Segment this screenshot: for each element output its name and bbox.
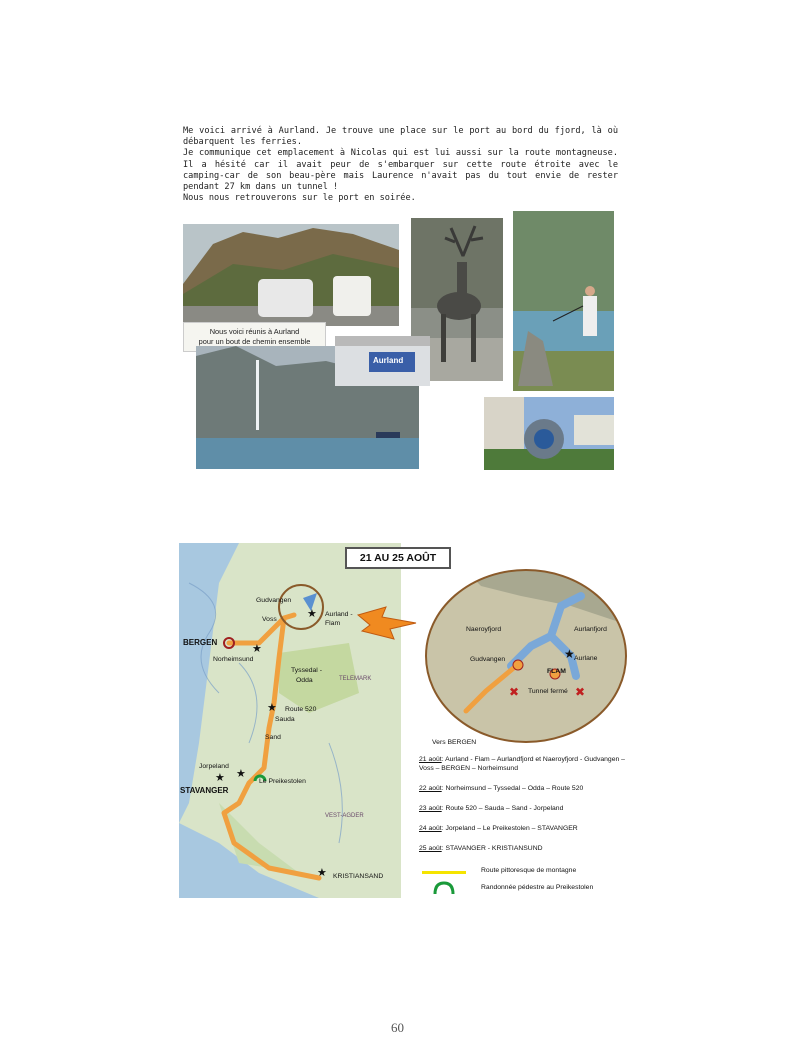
- intro-paragraph: [183, 126, 618, 204]
- map-label-preikestolen: Le Preikestolen: [259, 778, 306, 785]
- inset-label-vers-bergen: Vers BERGEN: [432, 739, 477, 746]
- photo-aurland-sign: [335, 336, 430, 386]
- inset-label-aurlane: Aurlane: [574, 655, 598, 662]
- map-label-voss: Voss: [262, 616, 277, 623]
- svg-text:✖: ✖: [575, 685, 586, 699]
- star-icon: ★: [267, 702, 277, 714]
- intro-line-2: Je communique cet emplacement à Nicolas qui est lui aussi sur la route montagneuse. Il a hésité car il avait peur de s'embarquer sur cette route étroite avec le camping-car de son beau-père mais Laurence n'avait pas du tout envie de rester pendant 27 km dans un tunnel !: [183, 148, 618, 193]
- legend-row: [419, 755, 629, 773]
- map-label-sauda: Sauda: [275, 716, 295, 723]
- intro-line-1: Me voici arrivé à Aurland. Je trouve une place sur le port au bord du fjord, là où débarquent les ferries.: [183, 126, 618, 148]
- legend-text: : Jorpeland – Le Preikestolen – STAVANGER: [441, 825, 578, 832]
- map-label-flam: Flam: [325, 620, 341, 627]
- route-map: [179, 543, 401, 898]
- itinerary-legend: [419, 755, 629, 864]
- lightning-arrow-icon: [356, 603, 418, 643]
- map-title: 21 AU 25 AOÛT: [345, 547, 451, 569]
- star-icon: ★: [215, 772, 225, 784]
- inset-label-tunnel: Tunnel fermé: [528, 688, 568, 695]
- legend-text: : Aurland - Flam – Aurlandfjord et Naeroyfjord - Gudvangen – Voss – BERGEN – Norheimsund: [419, 756, 625, 772]
- photo-fisherman: [513, 211, 614, 391]
- yellow-route-swatch: [422, 871, 466, 874]
- map-label-aurland: Aurland -: [325, 611, 353, 618]
- map-label-vest-agder: VEST-AGDER: [325, 813, 364, 819]
- map-label-telemark: TELEMARK: [339, 676, 372, 682]
- map-label-jorpeland: Jorpeland: [199, 763, 229, 770]
- inset-label-aurlanfjord: Aurlanfjord: [574, 626, 607, 633]
- legend-date: 22 août: [419, 785, 442, 792]
- svg-text:✖: ✖: [509, 685, 520, 699]
- inset-label-flam: FLAM: [547, 668, 566, 675]
- legend-row: [419, 824, 629, 833]
- inset-label-naeroyfjord: Naeroyfjord: [466, 626, 502, 633]
- star-icon: ★: [252, 643, 262, 655]
- legend-text: : Norheimsund – Tyssedal – Odda – Route 520: [441, 785, 584, 792]
- green-hike-icon: [432, 880, 456, 896]
- map-label-route520: Route 520: [285, 706, 317, 713]
- map-label-kristiansand: KRISTIANSAND: [333, 873, 384, 880]
- map-label-sand: Sand: [265, 734, 281, 741]
- legend-text: : Route 520 – Sauda – Sand - Jorpeland: [441, 805, 564, 812]
- legend-key-green: Randonnée pédestre au Preikestolen: [481, 884, 594, 891]
- map-label-gudvangen: Gudvangen: [256, 597, 292, 604]
- inset-zoom-circle: [421, 566, 631, 746]
- page-number: 60: [391, 1020, 404, 1035]
- map-label-odda: Odda: [296, 677, 313, 684]
- legend-date: 24 août: [419, 825, 442, 832]
- legend-row: [419, 844, 629, 853]
- legend-date: 25 août: [419, 845, 442, 852]
- svg-text:★: ★: [564, 647, 575, 661]
- legend-text: : STAVANGER - KRISTIANSUND: [441, 845, 543, 852]
- caption-line-2: pour un bout de chemin ensemble: [198, 337, 311, 346]
- caption-line-1: Nous voici réunis à Aurland: [209, 327, 300, 336]
- legend-row: [419, 804, 629, 813]
- photo-turbine-monument: [484, 397, 614, 470]
- photo-campers: [183, 224, 399, 326]
- inset-label-gudvangen: Gudvangen: [470, 656, 506, 663]
- star-icon: ★: [236, 768, 246, 780]
- map-label-tyssedal: Tyssedal -: [291, 667, 322, 674]
- star-icon: ★: [317, 867, 327, 879]
- legend-date: 23 août: [419, 805, 442, 812]
- legend-key-yellow: Route pittoresque de montagne: [481, 867, 577, 874]
- aurland-sign-text: Aurland: [373, 356, 404, 365]
- map-label-bergen: BERGEN: [183, 638, 218, 647]
- intro-line-3: Nous nous retrouverons sur le port en soirée.: [183, 193, 416, 204]
- legend-row: [419, 784, 629, 793]
- legend-date: 21 août: [419, 756, 442, 763]
- star-icon: ★: [307, 608, 317, 620]
- map-label-stavanger: STAVANGER: [180, 786, 229, 795]
- map-label-norheimsund: Norheimsund: [213, 656, 254, 663]
